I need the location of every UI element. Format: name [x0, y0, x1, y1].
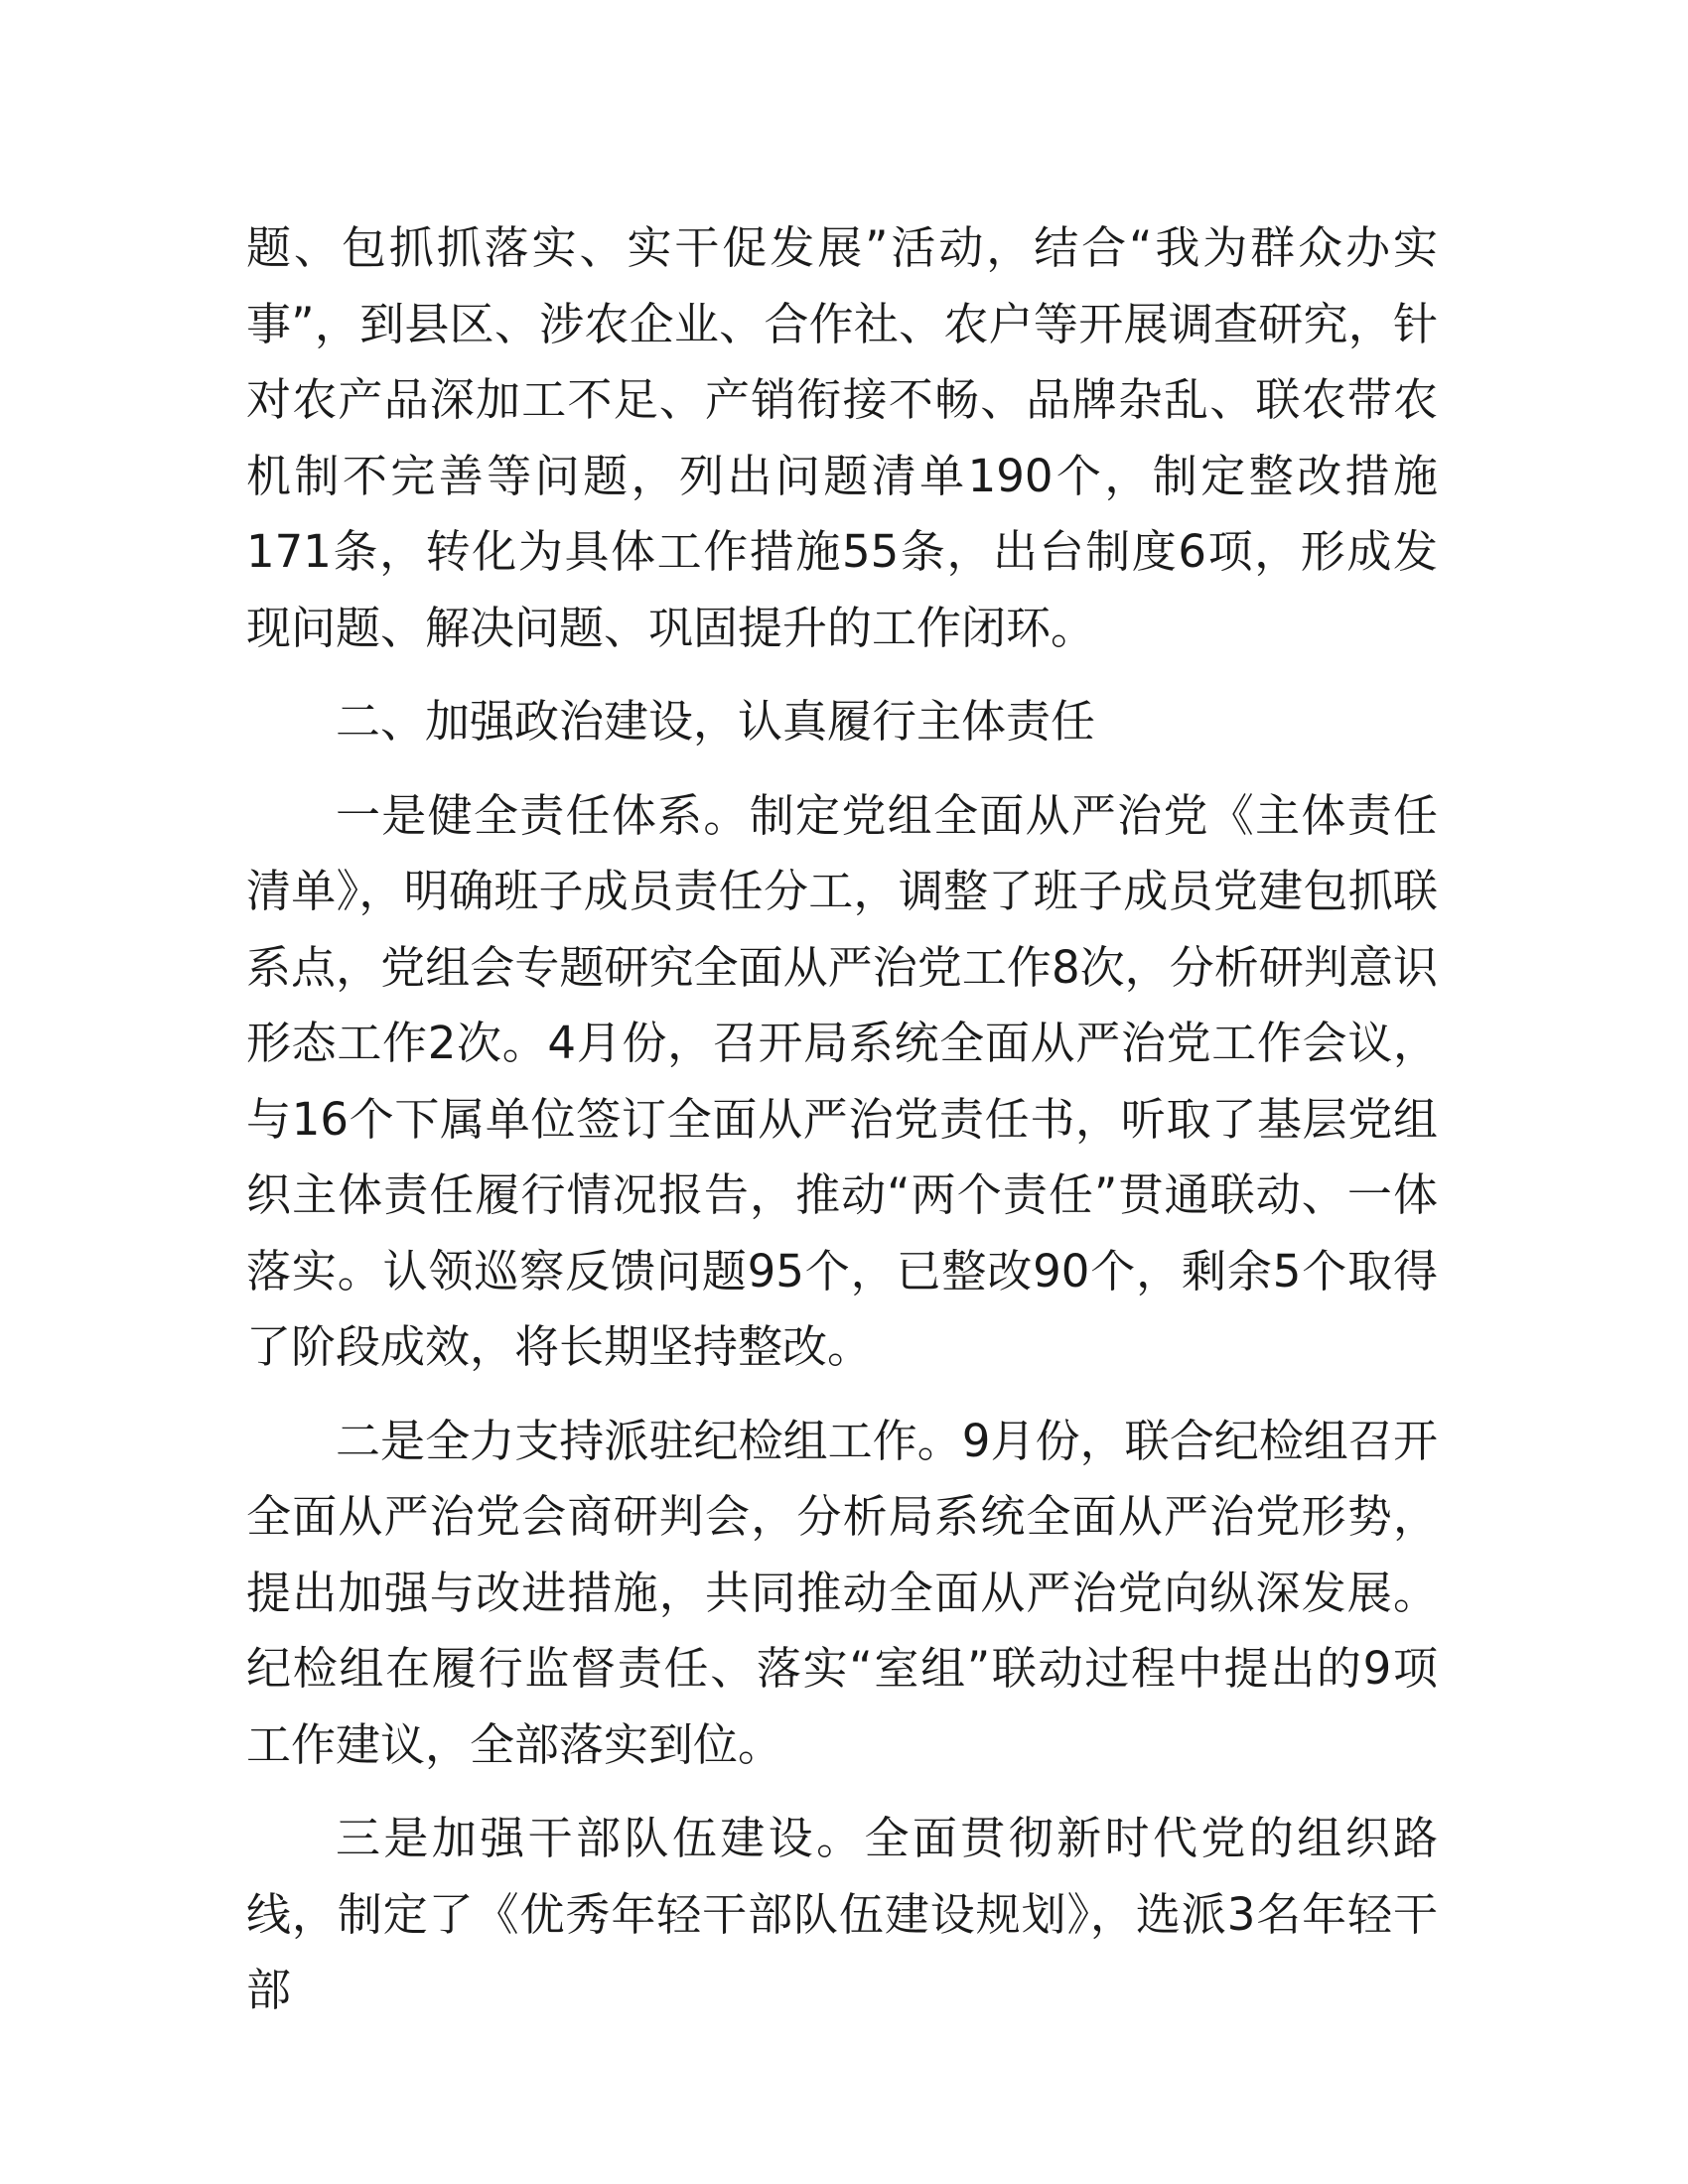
- paragraph-responsibility-system: 一是健全责任体系。制定党组全面从严治党《主体责任清单》，明确班子成员责任分工，调整了班子成员党建包抓联系点，党组会专题研究全面从严治党工作8次，分析研判意识形态工作2次。4月份，召开局系统全面从严治党工作会议，与16个下属单位签订全面从严治党责任书，听取了基层党组织主体责任履行情况报告，推动“两个责任”贯通联动、一体落实。认领巡察反馈问题95个，已整改90个，剩余5个取得了阶段成效，将长期坚持整改。: [246, 788, 1438, 1373]
- paragraph-cadre-team: 三是加强干部队伍建设。全面贯彻新时代党的组织路线，制定了《优秀年轻干部队伍建设规划》，选派3名年轻干部: [246, 1812, 1438, 2016]
- document-body: [246, 210, 1438, 2047]
- section-heading: 二、加强政治建设，认真履行主体责任: [336, 695, 1096, 748]
- paragraph-continued: 题、包抓抓落实、实干促发展”活动，结合“我为群众办实事”，到县区、涉农企业、合作社、农户等开展调查研究，针对农产品深加工不足、产销衔接不畅、品牌杂乱、联农带农机制不完善等问题，列出问题清单190个，制定整改措施171条，转化为具体工作措施55条，出台制度6项，形成发现问题、解决问题、巩固提升的工作闭环。: [246, 221, 1438, 654]
- paragraph-discipline-group: 二是全力支持派驻纪检组工作。9月份，联合纪检组召开全面从严治党会商研判会，分析局系统全面从严治党形势，提出加强与改进措施，共同推动全面从严治党向纵深发展。纪检组在履行监督责任、落实“室组”联动过程中提出的9项工作建议，全部落实到位。: [246, 1414, 1438, 1771]
